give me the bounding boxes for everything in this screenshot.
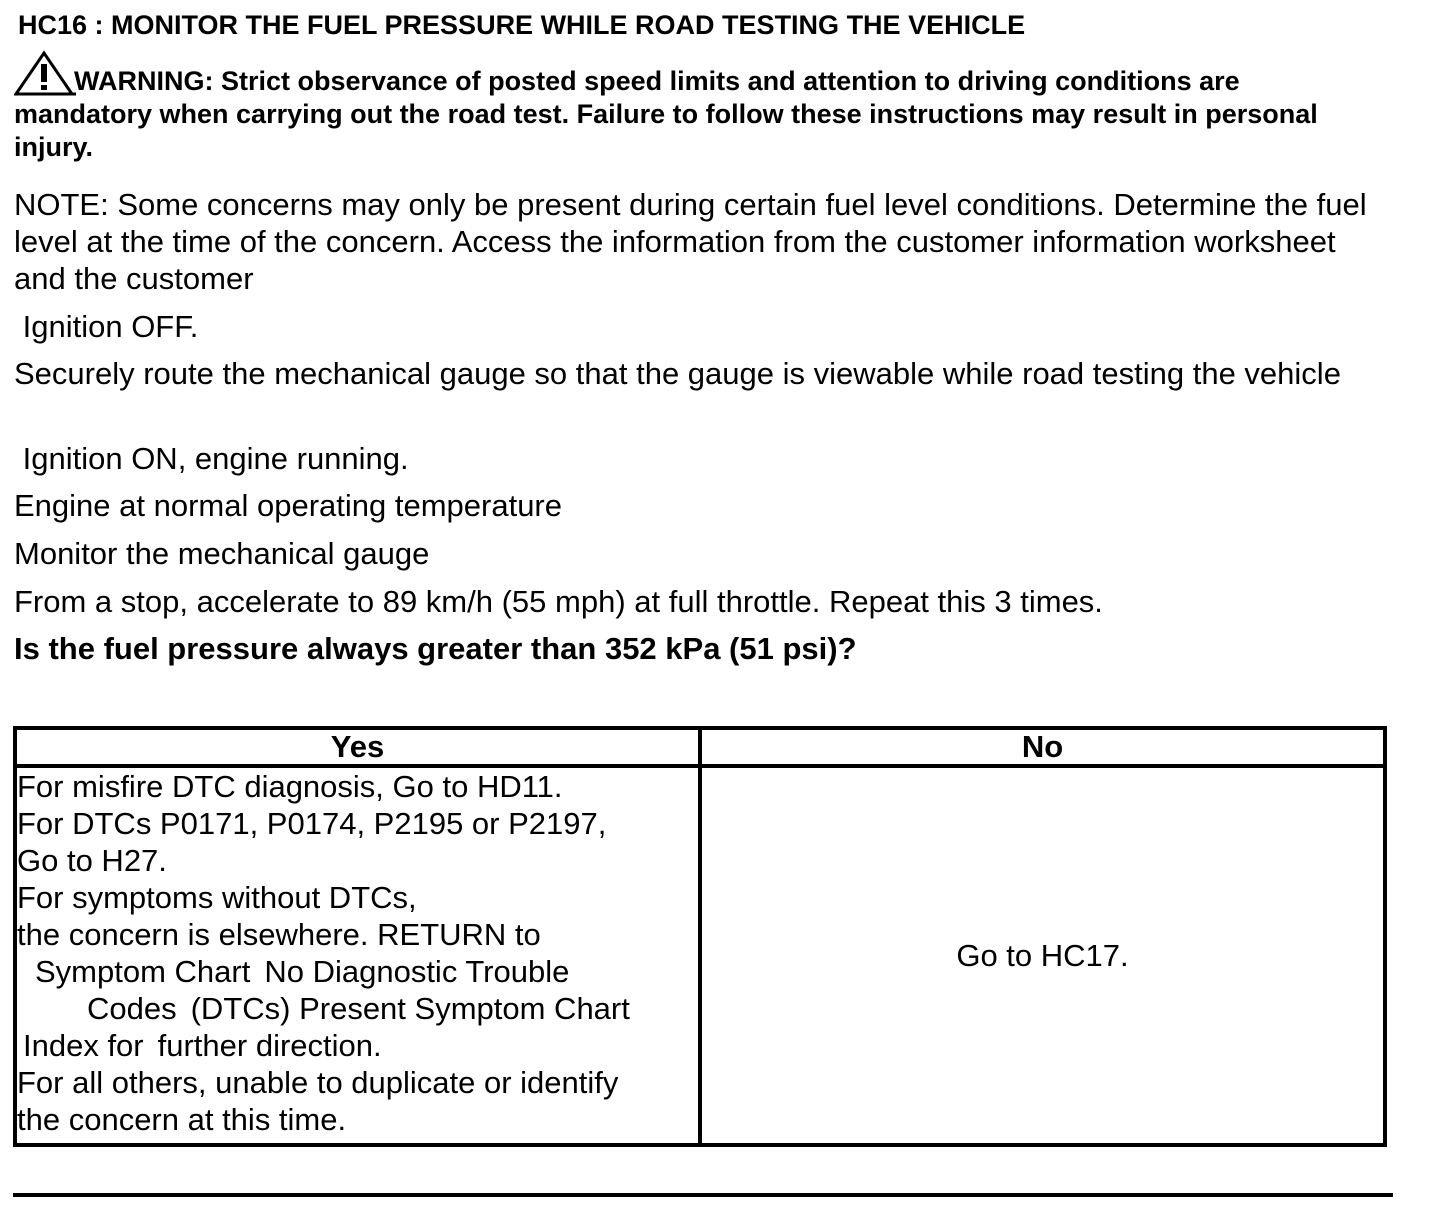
dtcs-present-text: (DTCs) Present Symptom Chart: [190, 991, 630, 1026]
table-row: [15, 766, 1385, 1145]
page-title: HC16 : MONITOR THE FUEL PRESSURE WHILE ROAD TESTING THE VEHICLE: [18, 10, 1026, 40]
question-text: Is the fuel pressure always greater than 352 kPa (51 psi)?: [14, 631, 857, 666]
yes-line-at-this-time: the concern at this time.: [17, 1102, 347, 1137]
no-header: No: [700, 728, 1385, 766]
yes-line-index: [17, 1027, 698, 1064]
warning-triangle-icon: [14, 50, 76, 98]
step-ignition-off: Ignition OFF.: [14, 309, 199, 344]
go-to-hc17-link[interactable]: Go to HC17.: [956, 938, 1129, 973]
yes-line-codes: [17, 990, 698, 1027]
step-route-gauge: Securely route the mechanical gauge so that the gauge is viewable while road testing the vehicle: [14, 356, 1341, 391]
yes-cell: [15, 766, 700, 1145]
warning-text: WARNING: Strict observance of posted speed limits and attention to driving conditions are mandatory when carrying out the road test. Failure to follow these instructions may result in personal injury.: [14, 66, 1318, 162]
bottom-divider: [13, 1193, 1393, 1197]
no-cell: [700, 766, 1385, 1145]
note-text: NOTE: Some concerns may only be present during certain fuel level conditions. Determine the fuel level at the time of the concern. Access the information from the customer information worksheet and the customer: [14, 187, 1367, 296]
yes-line-all-others: For all others, unable to duplicate or identify: [17, 1065, 619, 1100]
further-direction-text: further direction.: [157, 1028, 382, 1063]
yes-line-misfire: For misfire DTC diagnosis, Go to HD11.: [17, 769, 563, 804]
yes-line-concern-elsewhere: the concern is elsewhere. RETURN to: [17, 917, 541, 952]
yes-line-go-to-h27: Go to H27.: [17, 843, 167, 878]
decision-table: [13, 726, 1387, 1147]
step-operating-temperature: Engine at normal operating temperature: [14, 488, 562, 523]
codes-text: Codes: [87, 991, 177, 1026]
index-text: Index for: [23, 1028, 144, 1063]
yes-line-dtcs: For DTCs P0171, P0174, P2195 or P2197,: [17, 806, 607, 841]
table-header-row: [15, 728, 1385, 766]
symptom-chart-link[interactable]: Symptom Chart: [35, 954, 251, 989]
step-monitor-gauge: Monitor the mechanical gauge: [14, 536, 430, 571]
yes-header: Yes: [15, 728, 700, 766]
no-dtc-text: No Diagnostic Trouble: [264, 954, 570, 989]
step-ignition-on: Ignition ON, engine running.: [14, 441, 409, 476]
step-accelerate: From a stop, accelerate to 89 km/h (55 mph) at full throttle. Repeat this 3 times.: [14, 584, 1103, 619]
warning-block: [14, 50, 1364, 163]
yes-line-symptoms: For symptoms without DTCs,: [17, 880, 417, 915]
yes-line-symptom-chart: [17, 953, 698, 990]
